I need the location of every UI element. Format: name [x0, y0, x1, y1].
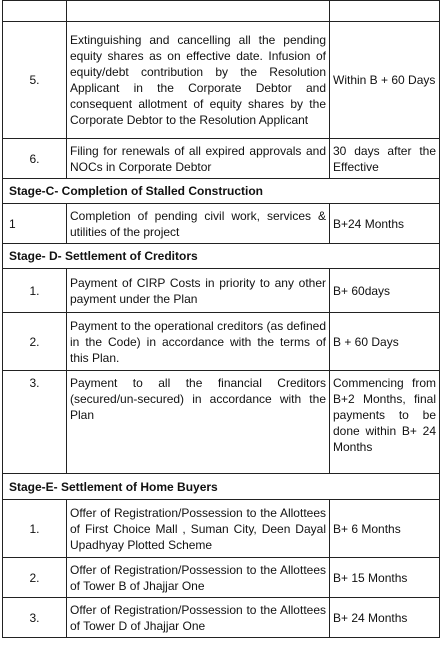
table-row	[3, 598, 440, 638]
timeline-cell: B + 60 Days	[330, 313, 440, 371]
stage-header-row	[3, 244, 440, 269]
table-row	[3, 558, 440, 598]
stage-d-title: Stage- D- Settlement of Creditors	[3, 244, 440, 269]
timeline-cell: B+ 60days	[330, 269, 440, 313]
row-number: 1.	[3, 269, 67, 313]
table-row	[3, 269, 440, 313]
table-row	[3, 371, 440, 474]
timeline-cell: Commencing from B+2 Months, final payments to be done within B+ 24 Months	[330, 371, 440, 474]
cell-empty	[3, 1, 67, 22]
timeline-cell: B+24 Months	[330, 204, 440, 244]
activity-cell: Payment of CIRP Costs in priority to any other payment under the Plan	[67, 269, 330, 313]
activity-cell: Payment to the operational creditors (as defined in the Code) in accordance with the terms of this Plan.	[67, 313, 330, 371]
table-row	[3, 1, 440, 22]
row-number: 1	[3, 204, 67, 244]
row-number: 5.	[3, 22, 67, 139]
row-number: 6.	[3, 139, 67, 179]
row-number: 1.	[3, 500, 67, 558]
table-row	[3, 500, 440, 558]
timeline-cell: B+ 24 Months	[330, 598, 440, 638]
activity-cell: Payment to all the financial Creditors (secured/un-secured) in accordance with the Plan	[67, 371, 330, 474]
cell-empty	[67, 1, 330, 22]
row-number: 3.	[3, 371, 67, 474]
row-number: 3.	[3, 598, 67, 638]
activity-cell: Completion of pending civil work, services & utilities of the project	[67, 204, 330, 244]
activity-cell: Extinguishing and cancelling all the pending equity shares as on effective date. Infusion of equity/debt contribution by the Resolution Applicant in the Corporate Debtor and consequent allotment of equity shares by the Corporate Debtor to the Resolution Applicant	[67, 22, 330, 139]
cell-empty	[330, 1, 440, 22]
stage-header-row	[3, 474, 440, 500]
timeline-cell: 30 days after the Effective	[330, 139, 440, 179]
timeline-cell: Within B + 60 Days	[330, 22, 440, 139]
activity-cell: Offer of Registration/Possession to the Allottees of Tower D of Jhajjar One	[67, 598, 330, 638]
timeline-cell: B+ 6 Months	[330, 500, 440, 558]
activity-cell: Offer of Registration/Possession to the Allottees of Tower B of Jhajjar One	[67, 558, 330, 598]
table-row	[3, 204, 440, 244]
stage-header-row	[3, 179, 440, 204]
table-row	[3, 139, 440, 179]
row-number: 2.	[3, 313, 67, 371]
activity-cell: Offer of Registration/Possession to the Allottees of First Choice Mall , Suman City, Deen Dayal Upadhyay Plotted Scheme	[67, 500, 330, 558]
row-number: 2.	[3, 558, 67, 598]
table-row	[3, 313, 440, 371]
stage-e-title: Stage-E- Settlement of Home Buyers	[3, 474, 440, 500]
stage-c-title: Stage-C- Completion of Stalled Construction	[3, 179, 440, 204]
timeline-cell: B+ 15 Months	[330, 558, 440, 598]
implementation-schedule-table	[2, 0, 440, 638]
activity-cell: Filing for renewals of all expired approvals and NOCs in Corporate Debtor	[67, 139, 330, 179]
table-row	[3, 22, 440, 139]
